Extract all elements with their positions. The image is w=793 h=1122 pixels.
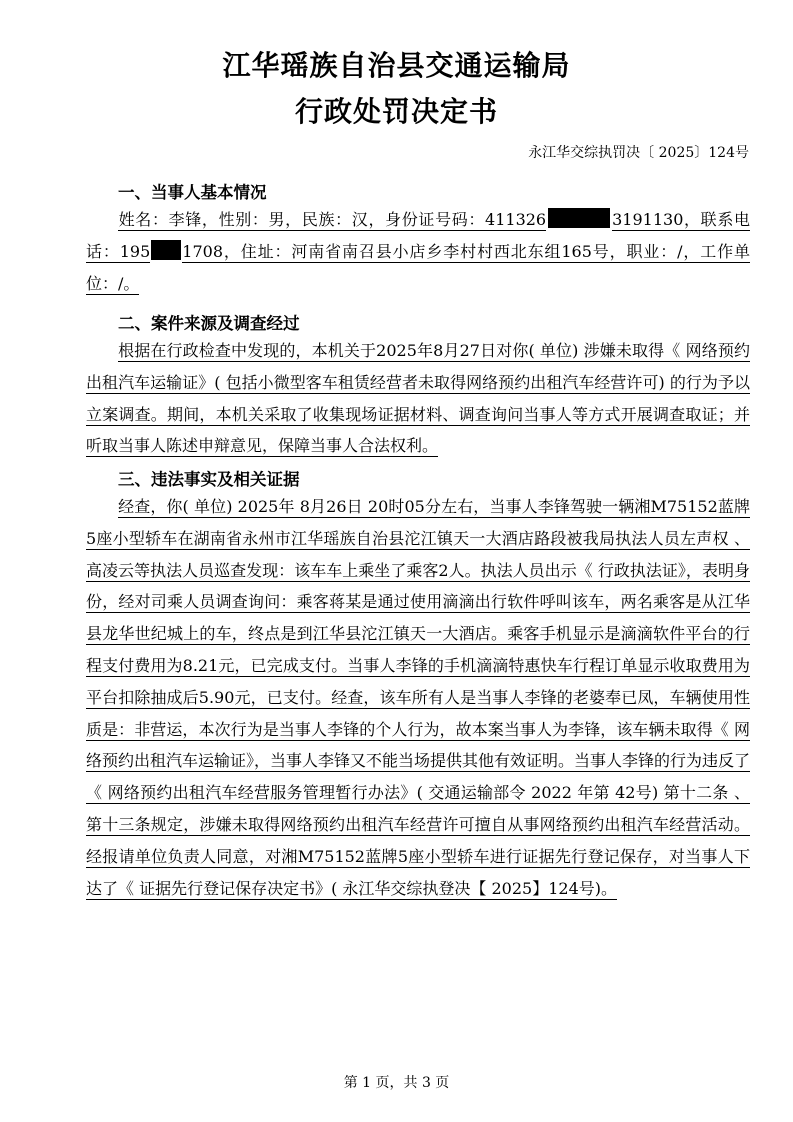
party-info-paragraph (86, 204, 750, 299)
redaction-block-id (548, 208, 610, 228)
case-source-text: 根据在行政检查中发现的，本机关于2025年8月27日对你( 单位) 涉嫌未取得《 网络预约出租汽车运输证》( 包括小微型客车租赁经营者未取得网络预约出租汽车经营许可) 的行为予以立案调查。期间，本机关采取了收集现场证据材料、调查询问当事人等方式开展调查取证；并听取当事人陈述申辩意见，保障当事人合法权利。 (86, 341, 750, 456)
document-number: 永江华交综执罚决〔 2025〕124号 (528, 145, 749, 161)
facts-text: 经查，你( 单位) 2025年 8月26日 20时05分左右，当事人李锋驾驶一辆湘M75152蓝牌5座小型轿车在湖南省永州市江华瑶族自治县沱江镇天一大酒店路段被我局执法人员左声权 、高凌云等执法人员巡查发现：该车车上乘坐了乘客2人。执法人员出示《 行政执法证》，表明身份，经对司乘人员调查询问：乘客蒋某是通过使用滴滴出行软件呼叫该车，两名乘客是从江华县龙华世纪城上的车，终点是到江华县沱江镇天一大酒店。乘客手机显示是滴滴软件平台的行程支付费用为8.21元，已完成支付。当事人李锋的手机滴滴特惠快车行程订单显示收取费用为平台扣除抽成后5.90元，已支付。经查，该车所有人是当事人李锋的老婆奉已凤，车辆使用性质是：非营运，本次行为是当事人李锋的个人行为，故本案当事人为李锋，该车辆未取得《 网络预约出租汽车运输证》，当事人李锋又不能当场提供其他有效证明。当事人李锋的行为违反了《 网络预约出租汽车经营服务管理暂行办法》( 交通运输部令 2022 年第 42号) 第十二条 、第十三条规定，涉嫌未取得网络预约出租汽车经营许可擅自从事网络预约出租汽车经营活动。经报请单位负责人同意，对湘M75152蓝牌5座小型轿车进行证据先行登记保存，对当事人下达了《 证据先行登记保存决定书》( 永江华交综执登决【 2025】124号)。 (86, 497, 751, 898)
party-info-text-1: 姓名：李锋，性别：男，民族：汉，身份证号码：411326 (118, 210, 547, 229)
document-title-type: 行政处罚决定书 (294, 95, 498, 128)
section-heading-party-info: 一、当事人基本情况 (118, 183, 267, 202)
facts-paragraph (86, 491, 750, 904)
section-heading-case-source: 二、案件来源及调查经过 (118, 314, 300, 333)
party-info-text-3: 1708，住址：河南省南召县小店乡李村村西北东组165号，职业：/，工作单位：/。 (86, 241, 750, 293)
document-title-agency: 江华瑶族自治县交通运输局 (222, 49, 571, 82)
party-info-text-2: 3191130，联系电话：195 (86, 210, 750, 261)
section-heading-facts: 三、违法事实及相关证据 (118, 470, 300, 489)
case-source-paragraph (86, 335, 750, 462)
page-number: 第 1 页，共 3 页 (343, 1075, 450, 1091)
redaction-block-phone (151, 240, 181, 260)
